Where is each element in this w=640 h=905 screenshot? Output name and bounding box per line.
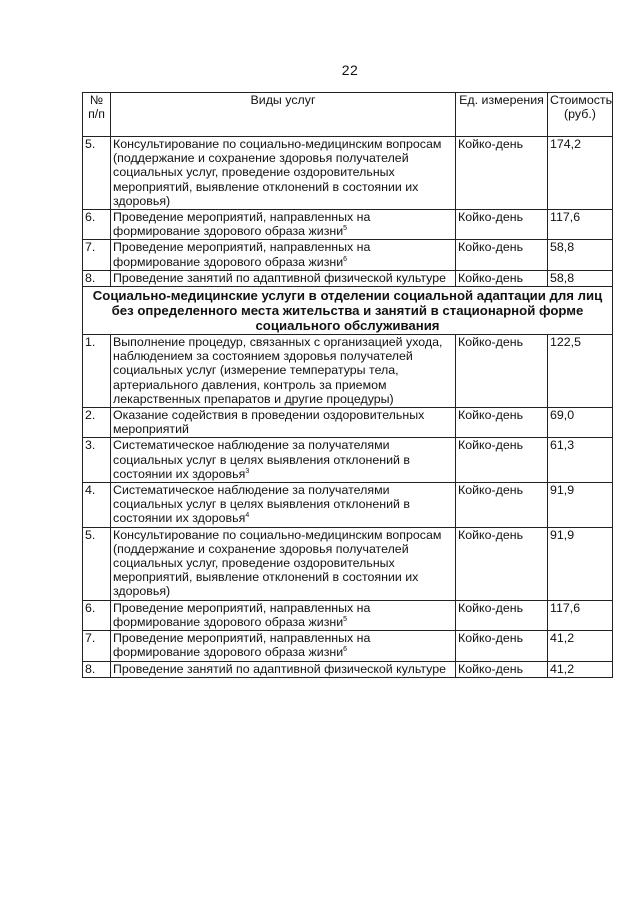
header-num: № п/п: [83, 93, 111, 137]
service-name: Систематическое наблюдение за получателями социальных услуг в целях выявления отклонений в состоянии их здоровья: [113, 438, 410, 481]
unit-cell: Койко-день: [456, 240, 548, 270]
unit-cell: Койко-день: [456, 438, 548, 483]
service-name: Проведение мероприятий, направленных на формирование здорового образа жизни: [113, 210, 371, 239]
section-block: [83, 287, 613, 335]
service-name: Консультирование по социально-медицинским вопросам (поддержание и сохранение здоровья получателей социальных услуг, проведение оздоровительных мероприятий, выявление отклонений в состоянии их здоровья): [113, 527, 442, 599]
price-cell: 69,0: [548, 408, 613, 438]
table-row: [83, 483, 613, 528]
header-name: Виды услуг: [111, 93, 456, 137]
price-cell: 41,2: [548, 631, 613, 661]
unit-cell: Койко-день: [456, 335, 548, 408]
price-cell: 91,9: [548, 527, 613, 600]
unit-cell: Койко-день: [456, 527, 548, 600]
service-name: Проведение мероприятий, направленных на формирование здорового образа жизни: [113, 631, 371, 660]
footnote-marker: 3: [245, 467, 250, 475]
service-name-cell: [111, 240, 456, 270]
price-cell: 117,6: [548, 210, 613, 240]
row-number: 6.: [83, 210, 111, 240]
unit-cell: Койко-день: [456, 408, 548, 438]
unit-cell: Койко-день: [456, 483, 548, 528]
footnote-marker: 4: [245, 512, 250, 520]
row-number: 2.: [83, 408, 111, 438]
price-cell: 174,2: [548, 137, 613, 210]
table-row: [83, 137, 613, 210]
unit-cell: Койко-день: [456, 661, 548, 677]
row-number: 6.: [83, 600, 111, 630]
service-name-cell: [111, 527, 456, 600]
footnote-marker: 5: [343, 615, 348, 623]
unit-cell: Койко-день: [456, 210, 548, 240]
header-unit: Ед. измерения: [456, 93, 548, 137]
table-row: [83, 600, 613, 630]
table-row: [83, 438, 613, 483]
unit-cell: Койко-день: [456, 270, 548, 286]
section-title: Социально-медицинские услуги в отделении социальной адаптации для лиц без определенного места жительства и занятий в стационарной форме социального обслуживания: [83, 287, 613, 335]
price-cell: 91,9: [548, 483, 613, 528]
service-name-cell: [111, 631, 456, 661]
table-row: [83, 661, 613, 677]
row-number: 5.: [83, 137, 111, 210]
price-cell: 58,8: [548, 240, 613, 270]
footnote-marker: 6: [343, 255, 348, 263]
service-name-cell: [111, 661, 456, 677]
service-name-cell: [111, 137, 456, 210]
section-title-row: [83, 287, 613, 335]
service-name-cell: [111, 483, 456, 528]
table-row: [83, 210, 613, 240]
row-number: 3.: [83, 438, 111, 483]
service-name: Консультирование по социально-медицинским вопросам (поддержание и сохранение здоровья получателей социальных услуг, проведение оздоровительных мероприятий, выявление отклонений в состоянии их здоровья): [113, 137, 442, 208]
table-row: [83, 408, 613, 438]
service-name: Проведение занятий по адаптивной физической культуре: [113, 270, 447, 285]
service-name: Проведение мероприятий, направленных на формирование здорового образа жизни: [113, 240, 371, 269]
unit-cell: Койко-день: [456, 631, 548, 661]
service-name-cell: [111, 408, 456, 438]
header-price: Стоимость (руб.): [548, 93, 613, 137]
price-cell: 58,8: [548, 270, 613, 286]
service-name: Проведение занятий по адаптивной физической культуре: [113, 661, 447, 676]
service-name: Выполнение процедур, связанных с организацией ухода, наблюдением за состоянием здоровья получателей социальных услуг (измерение температуры тела, артериального давления, контроль за приемом лекарственных препаратов и другие процедуры): [113, 335, 443, 406]
row-number: 8.: [83, 270, 111, 286]
rows-bottom: [83, 335, 613, 678]
service-name-cell: [111, 335, 456, 408]
row-number: 5.: [83, 527, 111, 600]
service-name: Проведение мероприятий, направленных на формирование здорового образа жизни: [113, 600, 371, 629]
price-cell: 117,6: [548, 600, 613, 630]
service-name: Систематическое наблюдение за получателями социальных услуг в целях выявления отклонений в состоянии их здоровья: [113, 483, 410, 526]
footnote-marker: 6: [343, 646, 348, 654]
table-row: [83, 335, 613, 408]
row-number: 1.: [83, 335, 111, 408]
table-row: [83, 270, 613, 286]
price-cell: 41,2: [548, 661, 613, 677]
service-name-cell: [111, 210, 456, 240]
unit-cell: Койко-день: [456, 600, 548, 630]
row-number: 8.: [83, 661, 111, 677]
row-number: 7.: [83, 240, 111, 270]
rows-top: [83, 137, 613, 287]
table-row: [83, 240, 613, 270]
services-table: [82, 92, 613, 678]
service-name-cell: [111, 438, 456, 483]
service-name-cell: [111, 600, 456, 630]
unit-cell: Койко-день: [456, 137, 548, 210]
row-number: 4.: [83, 483, 111, 528]
table-row: [83, 527, 613, 600]
price-cell: 122,5: [548, 335, 613, 408]
footnote-marker: 5: [343, 225, 348, 233]
page-number: 22: [341, 62, 359, 78]
row-number: 7.: [83, 631, 111, 661]
price-cell: 61,3: [548, 438, 613, 483]
service-name: Оказание содействия в проведении оздоровительных мероприятий: [113, 408, 425, 437]
service-name-cell: [111, 270, 456, 286]
table-row: [83, 631, 613, 661]
table-header-row: [83, 93, 613, 137]
